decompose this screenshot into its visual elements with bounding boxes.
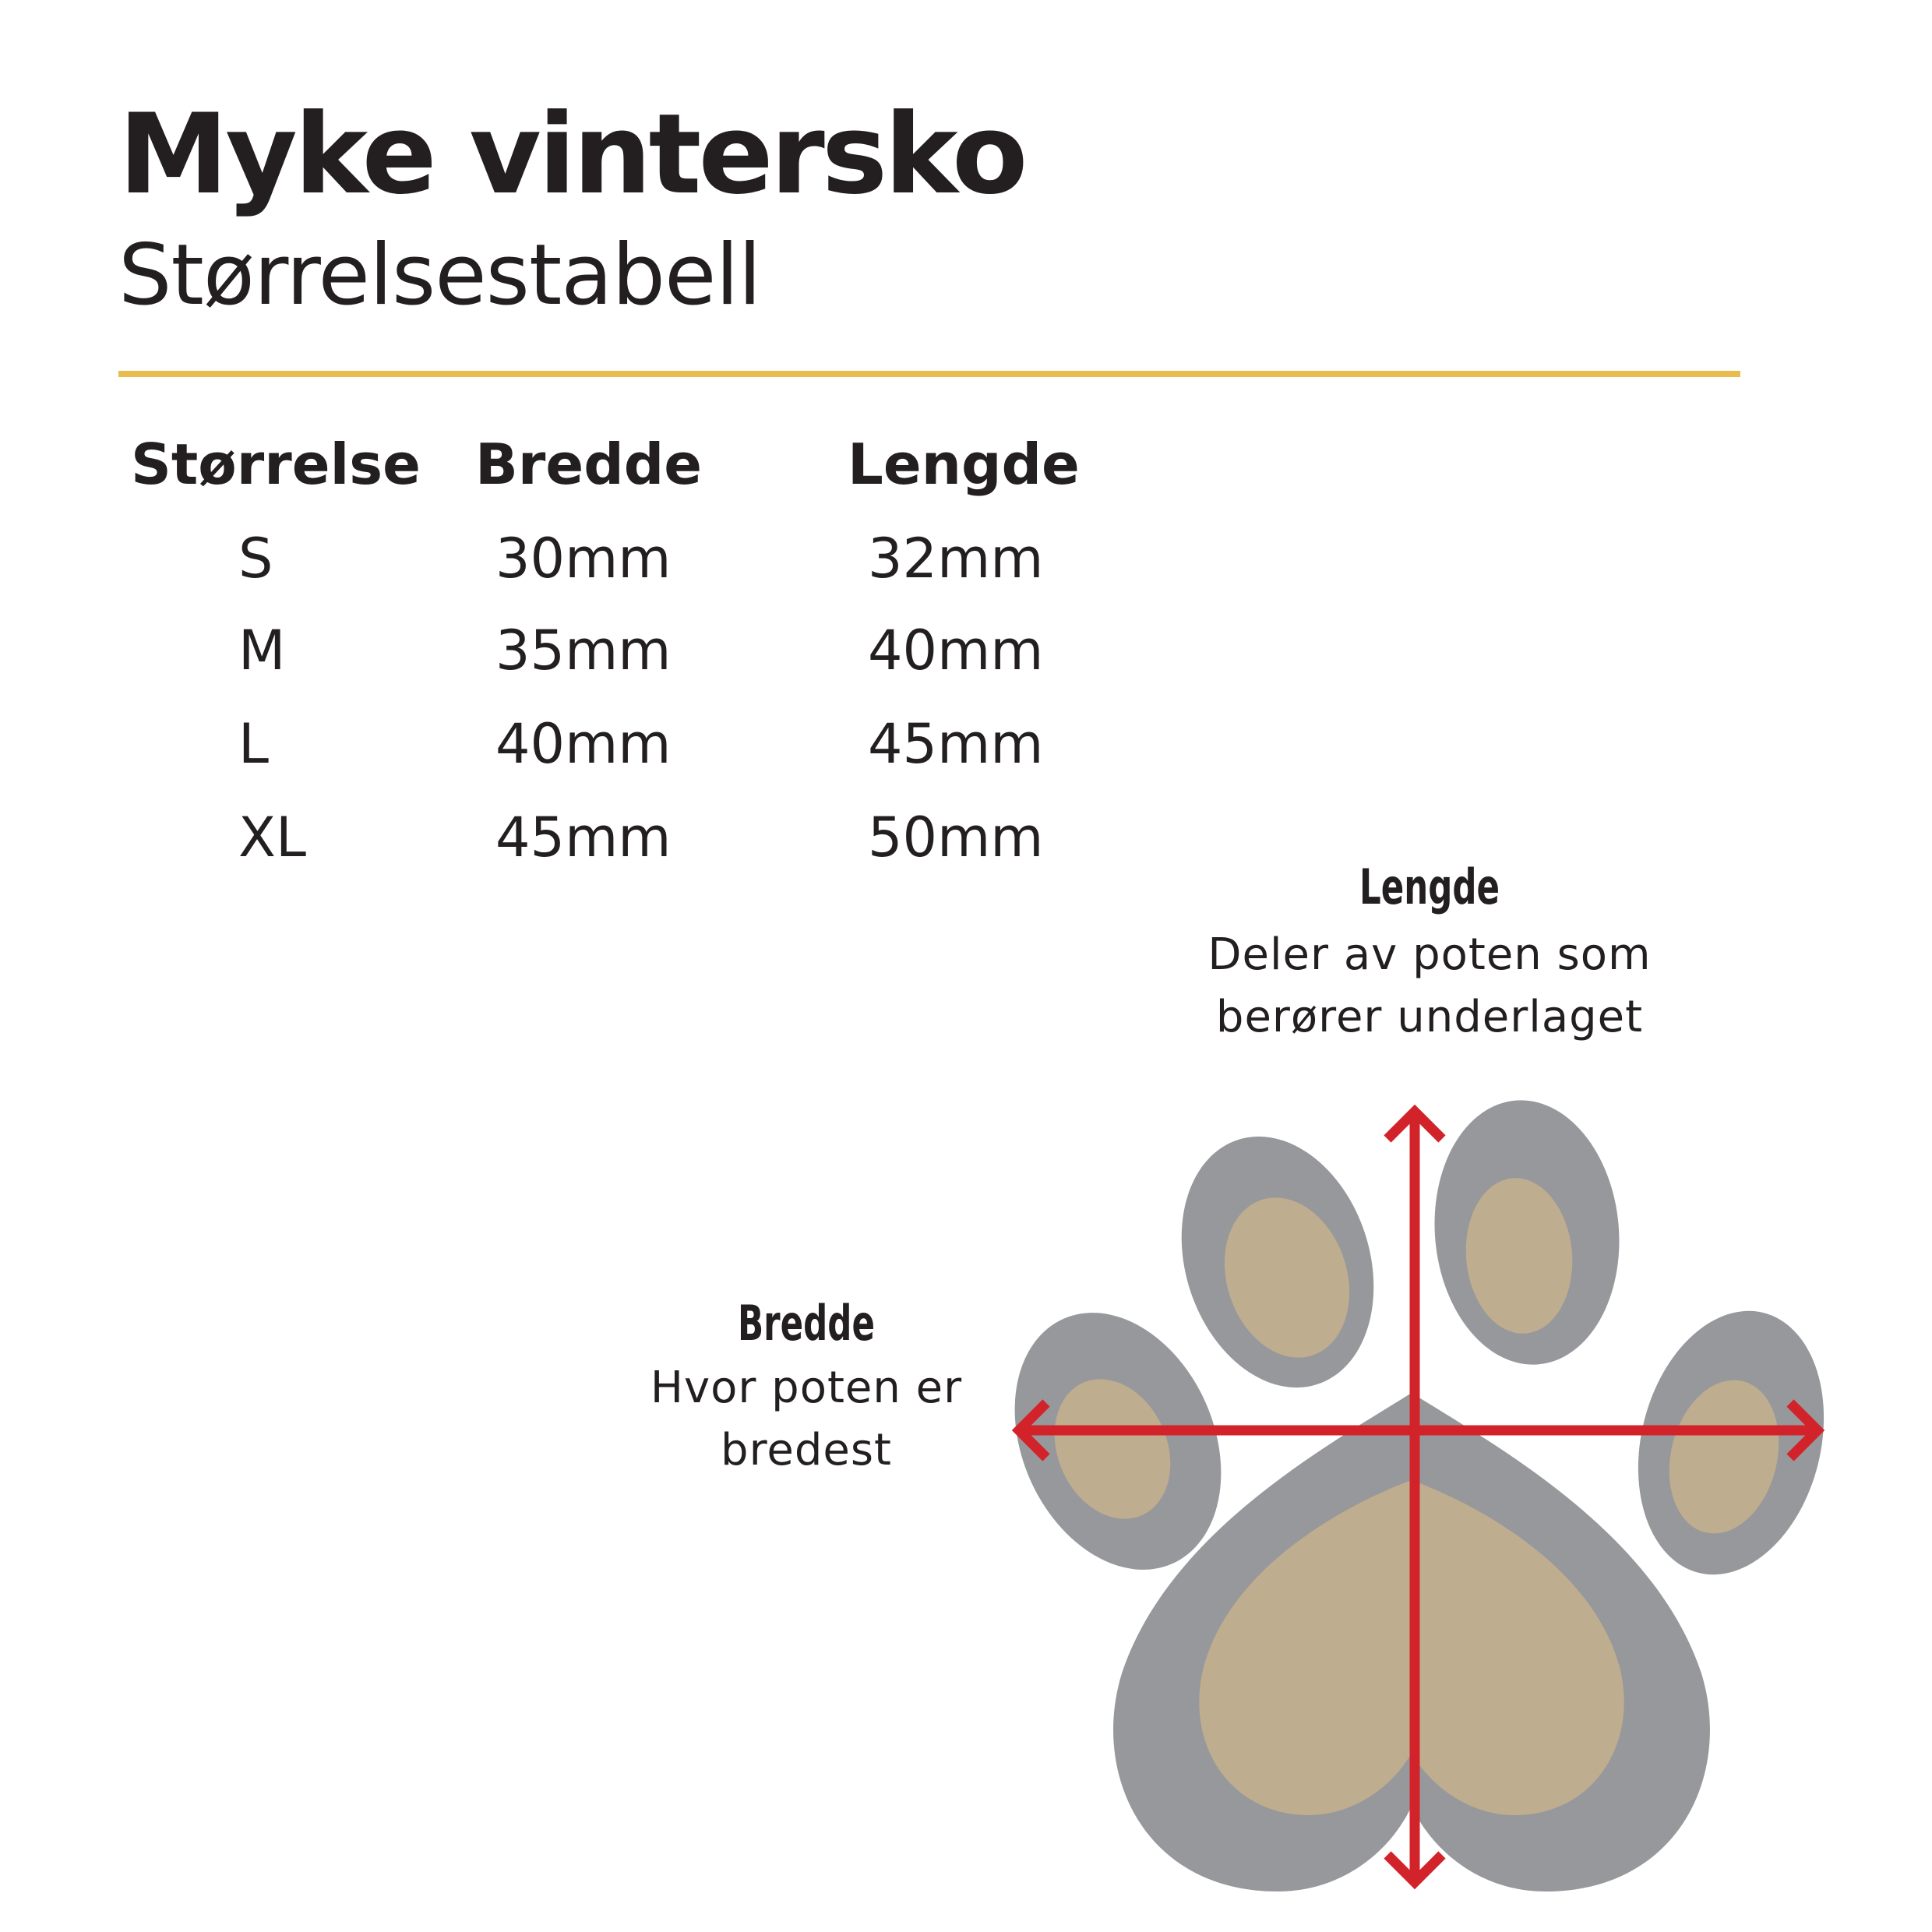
table-cell-size: L <box>238 712 269 776</box>
length-label-line: Deler av poten som <box>1208 929 1652 980</box>
column-header-length: Lengde <box>848 432 1080 497</box>
table-cell-width: 45mm <box>495 806 672 869</box>
table-cell-width: 40mm <box>495 712 672 776</box>
table-cell-length: 32mm <box>868 527 1044 591</box>
width-label-title: Bredde <box>738 1295 875 1352</box>
length-label-title: Lengde <box>1359 858 1500 915</box>
width-label-line: Hvor poten er <box>650 1363 963 1413</box>
table-cell-length: 50mm <box>868 806 1044 869</box>
table-cell-size: XL <box>238 806 306 869</box>
length-label-line: berører underlaget <box>1215 992 1644 1042</box>
width-label-line: bredest <box>721 1425 892 1475</box>
table-cell-length: 40mm <box>868 619 1044 682</box>
page-subtitle: Størrelsestabell <box>118 227 761 324</box>
column-header-size: Størrelse <box>131 432 421 497</box>
table-cell-size: M <box>238 619 286 682</box>
table-cell-size: S <box>238 527 273 591</box>
table-cell-width: 35mm <box>495 619 672 682</box>
column-header-width: Bredde <box>475 432 703 497</box>
page-title: Myke vintersko <box>118 90 1025 219</box>
table-cell-length: 45mm <box>868 712 1044 776</box>
table-cell-width: 30mm <box>495 527 672 591</box>
